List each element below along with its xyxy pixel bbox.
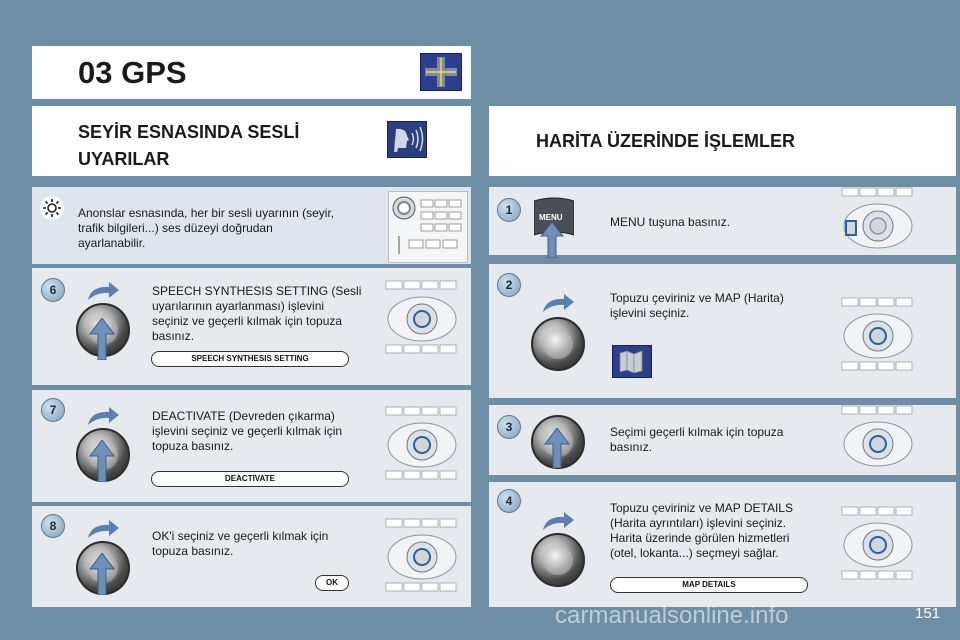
- press-up-arrow-icon: [89, 440, 115, 482]
- rotate-arrow-icon: [540, 510, 576, 532]
- radio-panel-image: [380, 517, 467, 602]
- press-up-arrow-icon: [540, 222, 564, 258]
- right-section-heading: HARİTA ÜZERİNDE İŞLEMLER: [536, 131, 795, 151]
- radio-panel-image: [380, 279, 467, 364]
- press-up-arrow-icon: [89, 553, 115, 595]
- gps-crossroads-icon: [420, 53, 462, 91]
- step-text: Topuzu çeviriniz ve MAP (Harita) işlevini seçiniz.: [610, 291, 784, 320]
- press-up-arrow-icon: [544, 428, 570, 468]
- step-number-badge: 8: [41, 514, 65, 538]
- deactivate-button[interactable]: DEACTIVATE: [151, 471, 349, 487]
- watermark: carmanualsonline.info: [555, 602, 789, 629]
- voice-speaking-icon: [387, 121, 427, 158]
- left-section-heading: SEYİR ESNASINDA SESLİ UYARILAR: [78, 122, 300, 169]
- step-number-badge: 4: [497, 489, 521, 513]
- intro-text: Anonslar esnasında, her bir sesli uyarının (seyir, trafik bilgileri...) ses düzeyi doğrudan ayarlanabilir.: [78, 206, 335, 250]
- rotate-arrow-icon: [85, 280, 121, 302]
- radio-panel-image: [836, 404, 923, 489]
- press-up-arrow-icon: [89, 318, 115, 360]
- step-number-badge: 2: [497, 273, 521, 297]
- radio-panel-image: [836, 505, 923, 590]
- step-text: DEACTIVATE (Devreden çıkarma) işlevini seçiniz ve geçerli kılmak için topuza basınız.: [152, 409, 343, 453]
- map-details-button[interactable]: MAP DETAILS: [610, 577, 808, 593]
- step-text: SPEECH SYNTHESIS SETTING (Sesli uyarılarının ayarlanması) işlevini seçiniz ve geçerli kılmak için topuza basınız.: [152, 284, 362, 343]
- control-knob: [531, 317, 585, 371]
- step-text: OK'i seçiniz ve geçerli kılmak için topuza basınız.: [152, 529, 329, 558]
- page-title: 03 GPS: [78, 55, 187, 90]
- ok-button[interactable]: OK: [315, 575, 349, 591]
- tip-sun-icon: [40, 196, 64, 220]
- radio-panel-image: [836, 296, 923, 381]
- step-number-badge: 7: [41, 398, 65, 422]
- rotate-arrow-icon: [540, 292, 576, 314]
- step-number-badge: 6: [41, 278, 65, 302]
- page-number: 151: [915, 605, 941, 622]
- rotate-arrow-icon: [85, 518, 121, 540]
- control-knob: [531, 533, 585, 587]
- step-text: MENU tuşuna basınız.: [610, 215, 731, 229]
- map-icon: [612, 345, 652, 378]
- radio-panel-image: [836, 186, 923, 271]
- speech-synthesis-setting-button[interactable]: SPEECH SYNTHESIS SETTING: [151, 351, 349, 367]
- step-text: Topuzu çeviriniz ve MAP DETAILS (Harita ayrıntıları) işlevini seçiniz. Harita üzerinde görülen hizmetleri (otel, lokanta...) seçmeyi sağlar.: [610, 501, 793, 560]
- menu-key-label: MENU: [539, 213, 563, 222]
- step-text: Seçimi geçerli kılmak için topuza basınız.: [610, 425, 784, 454]
- radio-panel-image: [380, 405, 467, 490]
- rotate-arrow-icon: [85, 405, 121, 427]
- step-number-badge: 3: [497, 415, 521, 439]
- volume-control-panel-image: [388, 191, 468, 263]
- step-number-badge: 1: [497, 198, 521, 222]
